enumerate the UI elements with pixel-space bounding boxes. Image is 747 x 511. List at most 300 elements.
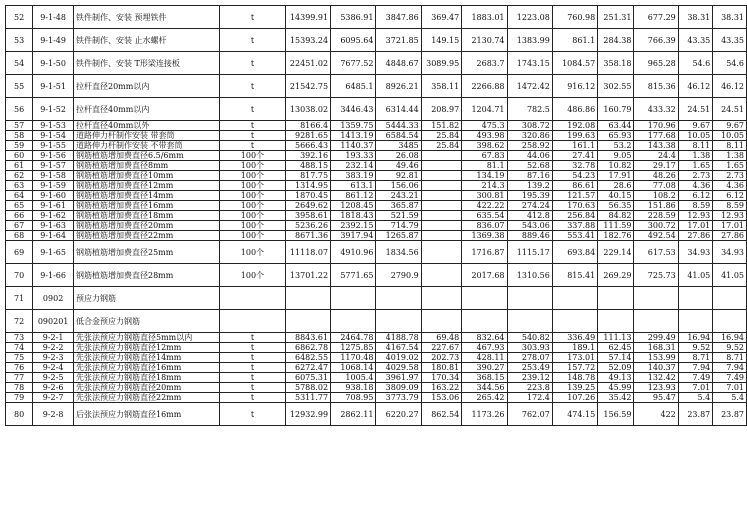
value-cell: 193.33	[331, 151, 376, 161]
value-cell: 170.96	[634, 121, 678, 131]
value-cell	[376, 287, 421, 310]
unit-cell: t	[220, 6, 285, 29]
value-cell: 13038.02	[285, 98, 330, 121]
value-cell	[713, 287, 747, 310]
value-cell: 139.25	[552, 383, 597, 393]
value-cell: 320.86	[507, 131, 552, 141]
item-code-cell: 9-1-57	[33, 161, 74, 171]
value-cell: 1.65	[713, 161, 747, 171]
value-cell: 9.05	[598, 151, 634, 161]
value-cell: 4167.54	[376, 343, 421, 353]
value-cell: 269.29	[598, 264, 634, 287]
value-cell: 3773.79	[376, 393, 421, 403]
value-cell: 836.07	[462, 221, 507, 231]
value-cell: 422.22	[462, 201, 507, 211]
value-cell: 3917.94	[331, 231, 376, 241]
value-cell: 1870.45	[285, 191, 330, 201]
value-cell: 111.59	[598, 221, 634, 231]
value-cell: 1716.87	[462, 241, 507, 264]
value-cell: 8926.21	[376, 75, 421, 98]
value-cell: 43.35	[678, 29, 712, 52]
value-cell: 677.29	[634, 6, 678, 29]
value-cell	[507, 287, 552, 310]
value-cell: 12932.99	[285, 403, 330, 426]
value-cell: 832.64	[462, 333, 507, 343]
value-cell: 7.49	[713, 373, 747, 383]
table-row	[6, 181, 747, 191]
item-name-cell: 先张法预应力钢筋直径5mm以内	[74, 333, 220, 343]
value-cell: 422	[634, 403, 678, 426]
table-row	[6, 201, 747, 211]
value-cell: 41.05	[678, 264, 712, 287]
table-row	[6, 241, 747, 264]
value-cell: 111.13	[598, 333, 634, 343]
item-code-cell: 9-1-61	[33, 201, 74, 211]
value-cell	[507, 310, 552, 333]
value-cell: 1472.42	[507, 75, 552, 98]
row-number-cell: 76	[6, 363, 33, 373]
value-cell: 123.93	[634, 383, 678, 393]
value-cell: 227.67	[421, 343, 461, 353]
value-cell: 540.82	[507, 333, 552, 343]
value-cell: 8843.61	[285, 333, 330, 343]
value-cell	[421, 221, 461, 231]
value-cell: 861.12	[331, 191, 376, 201]
unit-cell: 100个	[220, 231, 285, 241]
value-cell	[462, 287, 507, 310]
value-cell	[285, 310, 330, 333]
value-cell	[421, 264, 461, 287]
item-name-cell: 低合金预应力钢筋	[74, 310, 220, 333]
item-code-cell: 9-1-56	[33, 151, 74, 161]
row-number-cell: 63	[6, 181, 33, 191]
value-cell: 208.97	[421, 98, 461, 121]
table-row	[6, 6, 747, 29]
value-cell: 170.63	[552, 201, 597, 211]
unit-cell: t	[220, 403, 285, 426]
table-row	[6, 131, 747, 141]
item-name-cell: 后张法预应力钢筋直径16mm	[74, 403, 220, 426]
unit-cell: t	[220, 98, 285, 121]
item-name-cell: 钢筋植筋增加费直径18mm	[74, 211, 220, 221]
item-code-cell: 9-1-65	[33, 241, 74, 264]
value-cell: 369.47	[421, 6, 461, 29]
value-cell: 156.59	[598, 403, 634, 426]
value-cell: 8.71	[713, 353, 747, 363]
value-cell: 3446.43	[331, 98, 376, 121]
value-cell: 77.08	[634, 181, 678, 191]
value-cell: 13701.22	[285, 264, 330, 287]
value-cell: 151.82	[421, 121, 461, 131]
value-cell: 428.11	[462, 353, 507, 363]
value-cell: 7.94	[713, 363, 747, 373]
value-cell: 140.37	[634, 363, 678, 373]
value-cell	[634, 310, 678, 333]
item-code-cell: 9-1-64	[33, 231, 74, 241]
value-cell: 54.23	[552, 171, 597, 181]
row-number-cell: 72	[6, 310, 33, 333]
unit-cell: t	[220, 373, 285, 383]
value-cell: 336.49	[552, 333, 597, 343]
value-cell: 1369.38	[462, 231, 507, 241]
row-number-cell: 78	[6, 383, 33, 393]
value-cell: 7.49	[678, 373, 712, 383]
table-row	[6, 363, 747, 373]
value-cell: 1818.43	[331, 211, 376, 221]
value-cell: 467.93	[462, 343, 507, 353]
row-number-cell: 52	[6, 6, 33, 29]
value-cell: 258.92	[507, 141, 552, 151]
value-cell: 1383.99	[507, 29, 552, 52]
value-cell: 2.73	[713, 171, 747, 181]
value-cell: 889.46	[507, 231, 552, 241]
value-cell: 157.72	[552, 363, 597, 373]
value-cell: 16.94	[678, 333, 712, 343]
value-cell: 4029.58	[376, 363, 421, 373]
unit-cell: 100个	[220, 181, 285, 191]
value-cell: 121.57	[552, 191, 597, 201]
table-row	[6, 52, 747, 75]
value-cell: 492.54	[634, 231, 678, 241]
value-cell: 5444.33	[376, 121, 421, 131]
table-row	[6, 343, 747, 353]
value-cell: 156.06	[376, 181, 421, 191]
value-cell: 965.28	[634, 52, 678, 75]
value-cell: 390.27	[462, 363, 507, 373]
item-name-cell: 钢筋植筋增加费直径22mm	[74, 231, 220, 241]
value-cell: 6482.55	[285, 353, 330, 363]
value-cell: 3809.09	[376, 383, 421, 393]
value-cell: 173.01	[552, 353, 597, 363]
value-cell: 2017.68	[462, 264, 507, 287]
value-cell: 87.16	[507, 171, 552, 181]
value-cell: 7.01	[678, 383, 712, 393]
value-cell: 202.73	[421, 353, 461, 363]
item-name-cell: 钢筋植筋增加费直径28mm	[74, 264, 220, 287]
value-cell: 4019.02	[376, 353, 421, 363]
value-cell: 5771.65	[331, 264, 376, 287]
row-number-cell: 71	[6, 287, 33, 310]
value-cell: 44.06	[507, 151, 552, 161]
value-cell: 1208.45	[331, 201, 376, 211]
table-row	[6, 287, 747, 310]
item-name-cell: 钢筋植筋增加费直径8mm	[74, 161, 220, 171]
item-name-cell: 铁件制作、安装 T形梁连接板	[74, 52, 220, 75]
value-cell: 15393.24	[285, 29, 330, 52]
value-cell: 474.15	[552, 403, 597, 426]
value-cell: 17.91	[598, 171, 634, 181]
value-cell: 63.44	[598, 121, 634, 131]
value-cell: 693.84	[552, 241, 597, 264]
item-code-cell: 9-1-58	[33, 171, 74, 181]
value-cell: 299.49	[634, 333, 678, 343]
value-cell: 232.14	[331, 161, 376, 171]
table-row	[6, 211, 747, 221]
value-cell: 9.52	[713, 343, 747, 353]
item-name-cell: 先张法预应力钢筋直径20mm	[74, 383, 220, 393]
value-cell: 12.93	[713, 211, 747, 221]
value-cell: 488.15	[285, 161, 330, 171]
value-cell: 1170.48	[331, 353, 376, 363]
value-cell: 168.31	[634, 343, 678, 353]
value-cell: 8671.36	[285, 231, 330, 241]
unit-cell: 100个	[220, 171, 285, 181]
row-number-cell: 55	[6, 75, 33, 98]
value-cell: 32.78	[552, 161, 597, 171]
value-cell: 243.21	[376, 191, 421, 201]
value-cell: 337.88	[552, 221, 597, 231]
value-cell: 6.12	[713, 191, 747, 201]
row-number-cell: 60	[6, 151, 33, 161]
value-cell: 302.55	[598, 75, 634, 98]
value-cell: 92.81	[376, 171, 421, 181]
value-cell: 1115.17	[507, 241, 552, 264]
value-cell: 2464.78	[331, 333, 376, 343]
value-cell: 170.34	[421, 373, 461, 383]
value-cell: 27.86	[713, 231, 747, 241]
value-cell: 81.1	[462, 161, 507, 171]
value-cell: 62.45	[598, 343, 634, 353]
value-cell: 139.2	[507, 181, 552, 191]
value-cell: 762.07	[507, 403, 552, 426]
row-number-cell: 75	[6, 353, 33, 363]
value-cell: 54.6	[713, 52, 747, 75]
item-code-cell: 9-2-1	[33, 333, 74, 343]
value-cell: 41.05	[713, 264, 747, 287]
value-cell: 1.65	[678, 161, 712, 171]
value-cell	[713, 310, 747, 333]
unit-cell	[220, 310, 285, 333]
value-cell: 2862.11	[331, 403, 376, 426]
unit-cell: t	[220, 75, 285, 98]
unit-cell: t	[220, 52, 285, 75]
item-name-cell: 铁件制作、安装 预埋铁件	[74, 6, 220, 29]
value-cell: 38.31	[678, 6, 712, 29]
value-cell: 365.87	[376, 201, 421, 211]
value-cell: 34.93	[678, 241, 712, 264]
value-cell: 24.51	[678, 98, 712, 121]
value-cell: 153.06	[421, 393, 461, 403]
value-cell: 1743.15	[507, 52, 552, 75]
value-cell: 3485	[376, 141, 421, 151]
value-cell	[421, 181, 461, 191]
table-row	[6, 383, 747, 393]
value-cell	[421, 151, 461, 161]
table-row	[6, 353, 747, 363]
value-cell: 308.72	[507, 121, 552, 131]
table-row	[6, 373, 747, 383]
item-code-cell: 9-2-8	[33, 403, 74, 426]
value-cell	[421, 171, 461, 181]
value-cell: 192.08	[552, 121, 597, 131]
item-name-cell: 拉杆直径20mm以内	[74, 75, 220, 98]
unit-cell: t	[220, 29, 285, 52]
value-cell: 1068.14	[331, 363, 376, 373]
value-cell: 2130.74	[462, 29, 507, 52]
table-row	[6, 393, 747, 403]
value-cell	[285, 287, 330, 310]
item-name-cell: 道路伸力杆制作安装 不带套筒	[74, 141, 220, 151]
value-cell: 172.4	[507, 393, 552, 403]
item-name-cell: 先张法预应力钢筋直径16mm	[74, 363, 220, 373]
value-cell: 358.11	[421, 75, 461, 98]
value-cell: 782.5	[507, 98, 552, 121]
value-cell: 6862.78	[285, 343, 330, 353]
value-cell	[598, 287, 634, 310]
value-cell: 49.46	[376, 161, 421, 171]
item-code-cell: 9-2-2	[33, 343, 74, 353]
value-cell: 195.39	[507, 191, 552, 201]
item-code-cell: 9-1-53	[33, 121, 74, 131]
value-cell: 132.42	[634, 373, 678, 383]
item-code-cell: 9-2-7	[33, 393, 74, 403]
item-name-cell: 道路伸力杆制作安装 带套筒	[74, 131, 220, 141]
row-number-cell: 54	[6, 52, 33, 75]
value-cell: 11118.07	[285, 241, 330, 264]
item-code-cell: 9-1-63	[33, 221, 74, 231]
value-cell: 5.4	[678, 393, 712, 403]
value-cell: 815.41	[552, 264, 597, 287]
item-name-cell: 预应力钢筋	[74, 287, 220, 310]
value-cell: 49.13	[598, 373, 634, 383]
unit-cell: 100个	[220, 191, 285, 201]
value-cell: 3089.95	[421, 52, 461, 75]
value-cell: 52.09	[598, 363, 634, 373]
value-cell: 160.79	[598, 98, 634, 121]
value-cell: 4.36	[713, 181, 747, 191]
value-cell: 189.1	[552, 343, 597, 353]
item-code-cell: 9-1-49	[33, 29, 74, 52]
table-row	[6, 403, 747, 426]
value-cell: 817.75	[285, 171, 330, 181]
value-cell: 7677.52	[331, 52, 376, 75]
value-cell: 862.54	[421, 403, 461, 426]
value-cell: 65.93	[598, 131, 634, 141]
value-cell: 153.99	[634, 353, 678, 363]
value-cell: 392.16	[285, 151, 330, 161]
unit-cell: t	[220, 353, 285, 363]
value-cell: 52.68	[507, 161, 552, 171]
item-code-cell: 0902	[33, 287, 74, 310]
value-cell: 8166.4	[285, 121, 330, 131]
value-cell: 1275.85	[331, 343, 376, 353]
value-cell: 46.12	[713, 75, 747, 98]
item-name-cell: 铁件制作、安装 止水螺杆	[74, 29, 220, 52]
value-cell	[421, 231, 461, 241]
item-code-cell: 9-2-4	[33, 363, 74, 373]
value-cell: 5311.77	[285, 393, 330, 403]
value-cell: 8.71	[678, 353, 712, 363]
value-cell: 48.26	[634, 171, 678, 181]
table-row	[6, 29, 747, 52]
value-cell: 6485.1	[331, 75, 376, 98]
item-code-cell: 9-2-5	[33, 373, 74, 383]
item-code-cell: 9-1-48	[33, 6, 74, 29]
value-cell: 40.15	[598, 191, 634, 201]
value-cell: 22451.02	[285, 52, 330, 75]
item-code-cell: 9-2-6	[33, 383, 74, 393]
value-cell: 412.8	[507, 211, 552, 221]
value-cell: 521.59	[376, 211, 421, 221]
unit-cell: t	[220, 393, 285, 403]
value-cell: 3961.97	[376, 373, 421, 383]
table-row	[6, 141, 747, 151]
value-cell: 7.01	[713, 383, 747, 393]
value-cell: 274.24	[507, 201, 552, 211]
value-cell: 2649.62	[285, 201, 330, 211]
item-name-cell: 钢筋植筋增加费直径6.5/6mm	[74, 151, 220, 161]
row-number-cell: 80	[6, 403, 33, 426]
value-cell: 7.94	[678, 363, 712, 373]
item-code-cell: 9-1-52	[33, 98, 74, 121]
value-cell: 12.93	[678, 211, 712, 221]
value-cell: 8.11	[678, 141, 712, 151]
value-cell: 108.2	[634, 191, 678, 201]
value-cell: 6.12	[678, 191, 712, 201]
value-cell: 6584.54	[376, 131, 421, 141]
value-cell: 6314.44	[376, 98, 421, 121]
value-cell: 6095.64	[331, 29, 376, 52]
value-cell: 24.4	[634, 151, 678, 161]
row-number-cell: 70	[6, 264, 33, 287]
unit-cell: 100个	[220, 221, 285, 231]
value-cell: 182.76	[598, 231, 634, 241]
value-cell: 1265.87	[376, 231, 421, 241]
value-cell: 25.84	[421, 141, 461, 151]
unit-cell: t	[220, 363, 285, 373]
unit-cell: 100个	[220, 201, 285, 211]
value-cell: 86.61	[552, 181, 597, 191]
value-cell: 5.4	[713, 393, 747, 403]
value-cell: 214.3	[462, 181, 507, 191]
item-name-cell: 先张法预应力钢筋直径12mm	[74, 343, 220, 353]
value-cell: 180.81	[421, 363, 461, 373]
value-cell: 27.41	[552, 151, 597, 161]
value-cell: 861.1	[552, 29, 597, 52]
value-cell: 3958.61	[285, 211, 330, 221]
unit-cell: 100个	[220, 161, 285, 171]
value-cell: 916.12	[552, 75, 597, 98]
row-number-cell: 73	[6, 333, 33, 343]
value-cell	[634, 287, 678, 310]
value-cell: 38.31	[713, 6, 747, 29]
unit-cell: 100个	[220, 264, 285, 287]
value-cell: 3721.85	[376, 29, 421, 52]
value-cell: 177.68	[634, 131, 678, 141]
item-name-cell: 拉杆直径40mm以外	[74, 121, 220, 131]
value-cell: 766.39	[634, 29, 678, 52]
value-cell: 493.98	[462, 131, 507, 141]
value-cell: 223.8	[507, 383, 552, 393]
row-number-cell: 56	[6, 98, 33, 121]
value-cell: 938.18	[331, 383, 376, 393]
value-cell: 256.84	[552, 211, 597, 221]
row-number-cell: 65	[6, 201, 33, 211]
row-number-cell: 64	[6, 191, 33, 201]
value-cell: 9281.65	[285, 131, 330, 141]
value-cell: 300.72	[634, 221, 678, 231]
value-cell: 368.15	[462, 373, 507, 383]
value-cell: 199.63	[552, 131, 597, 141]
value-cell: 10.05	[678, 131, 712, 141]
item-name-cell: 先张法预应力钢筋直径18mm	[74, 373, 220, 383]
item-name-cell: 钢筋植筋增加费直径14mm	[74, 191, 220, 201]
value-cell: 149.15	[421, 29, 461, 52]
value-cell: 161.1	[552, 141, 597, 151]
row-number-cell: 59	[6, 141, 33, 151]
unit-cell: t	[220, 343, 285, 353]
value-cell: 1310.56	[507, 264, 552, 287]
